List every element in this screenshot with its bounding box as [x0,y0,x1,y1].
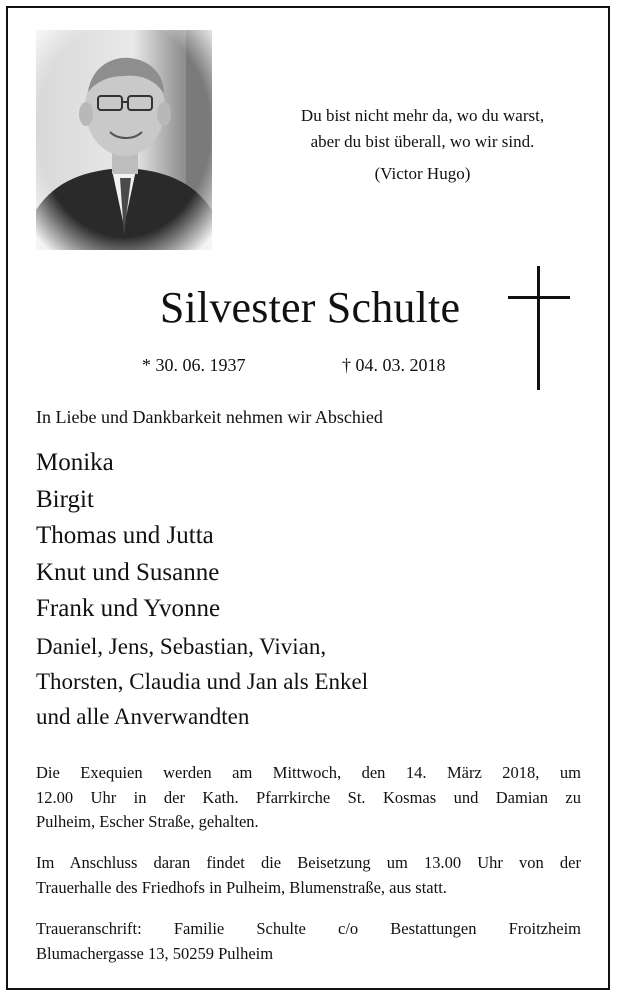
grandchildren-line: und alle Anverwandten [36,704,250,729]
notice-line: Im Anschluss daran findet die Beisetzung um 13.00 Uhr von der [36,853,581,872]
portrait-photo [36,30,212,250]
quote-line: Du bist nicht mehr da, wo du warst, [300,106,545,125]
birth-date: * 30. 06. 1937 [142,355,246,375]
burial-notice [36,851,581,900]
mourning-address [36,917,581,966]
mourner-name: Knut und Susanne [36,558,220,586]
mourner-name: Birgit [36,485,94,513]
quote-line: aber du bist überall, wo wir sind. [310,131,535,151]
notice-line: 12.00 Uhr in der Kath. Pfarrkirche St. Kosmas und Damian zu [36,787,581,807]
mourner-name: Frank und Yvonne [36,595,221,622]
deceased-name: Silvester Schulte [159,283,461,332]
grandchildren-line: Daniel, Jens, Sebastian, Vivian, [36,634,327,659]
notice-line: Pulheim, Escher Straße, gehalten. [36,812,259,831]
death-date: † 04. 03. 2018 [342,355,446,375]
mourner-list [36,445,220,628]
notice-line: Die Exequien werden am Mittwoch, den 14. März 2018, um [36,763,581,782]
quote-source: (Victor Hugo) [374,164,471,183]
farewell-intro: In Liebe und Dankbarkeit nehmen wir Abschied [36,407,383,427]
grandchildren-list [36,629,596,734]
mourner-name: Monika [36,449,114,476]
notice-line: Trauerhalle des Friedhofs in Pulheim, Blumenstraße, aus statt. [36,877,447,897]
address-line: Traueranschrift: Familie Schulte c/o Bestattungen Froitzheim [36,919,581,938]
grandchildren-line: Thorsten, Claudia und Jan als Enkel [36,669,369,694]
cross-icon [508,266,570,390]
address-line: Blumachergasse 13, 50259 Pulheim [36,943,274,963]
mourner-name: Thomas und Jutta [36,522,214,549]
quote-block [250,103,595,187]
exequien-notice [36,761,581,835]
